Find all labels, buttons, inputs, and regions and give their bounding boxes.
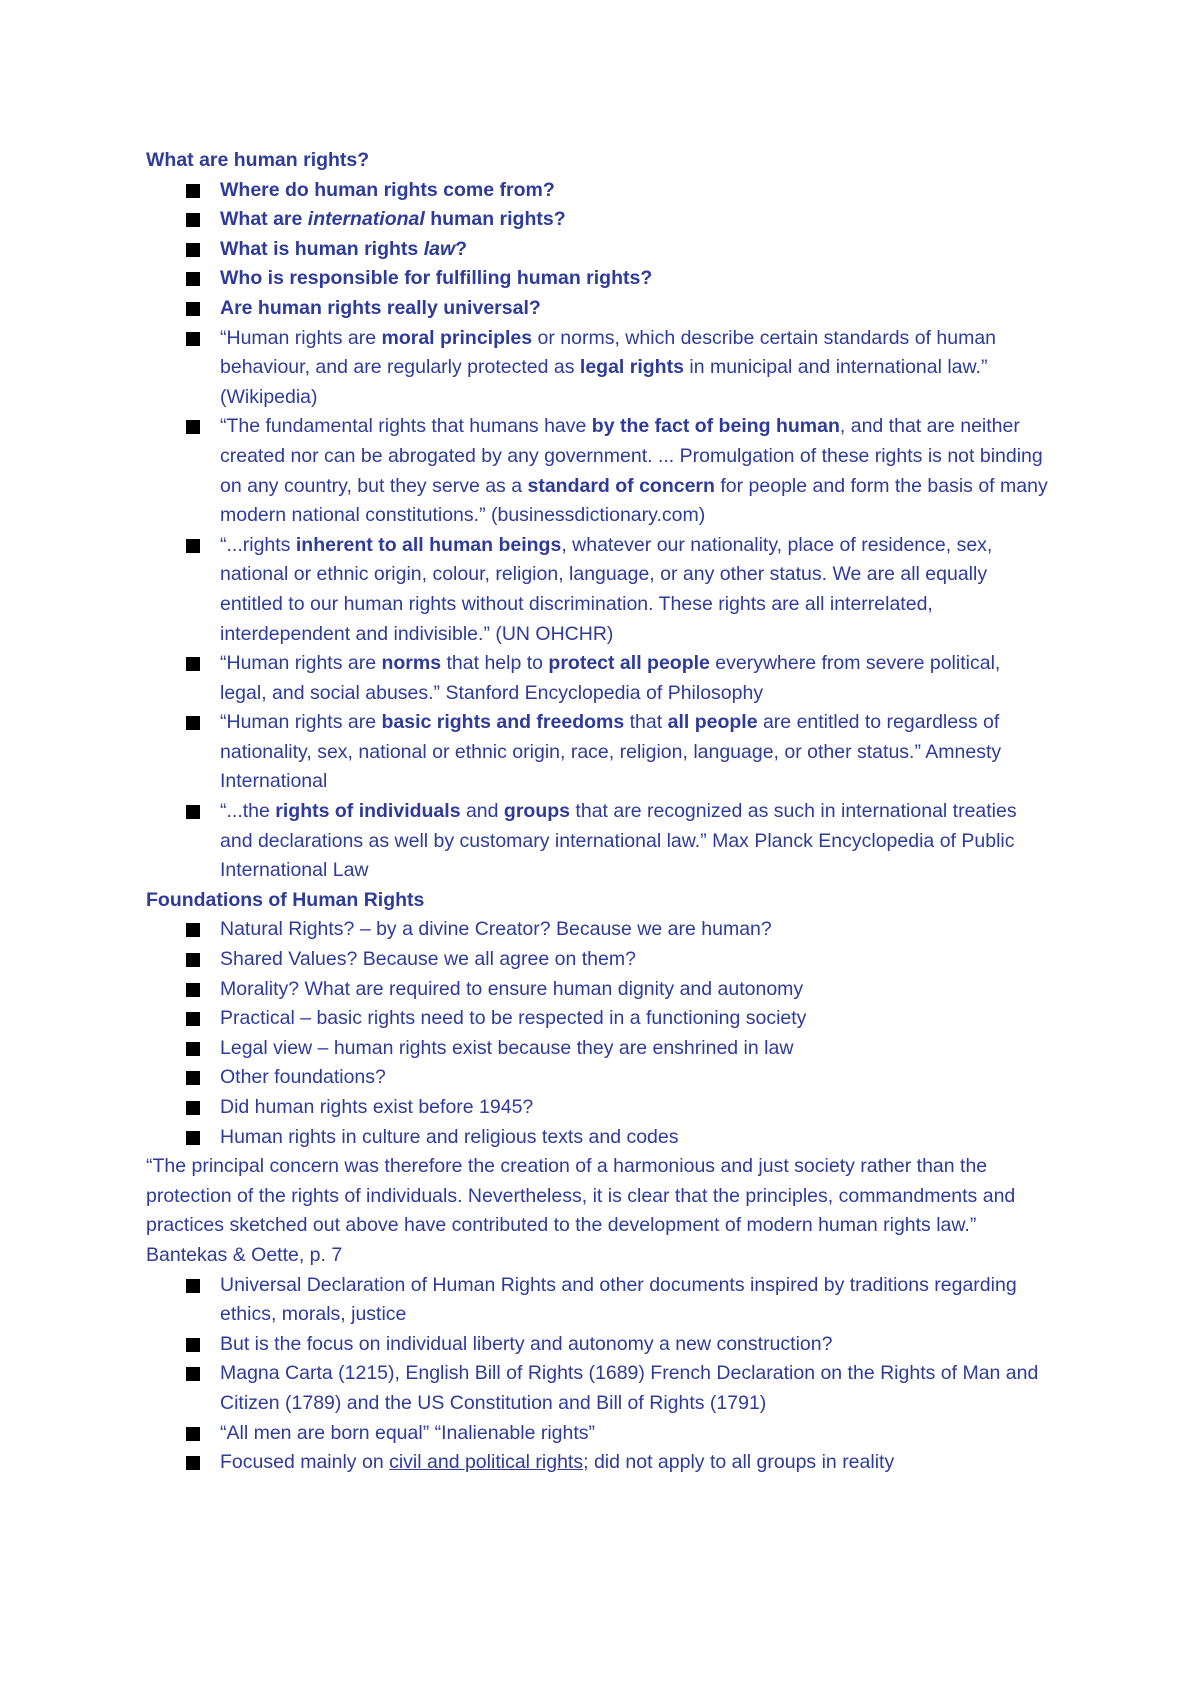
heading-foundations: Foundations of Human Rights [146, 888, 425, 911]
square-bullet-icon [186, 1338, 200, 1352]
square-bullet-icon [186, 1101, 200, 1115]
square-bullet-icon [186, 1012, 200, 1026]
square-bullet-icon [186, 1367, 200, 1381]
square-bullet-icon [186, 805, 200, 819]
square-bullet-icon [186, 1071, 200, 1085]
square-bullet-icon [186, 953, 200, 967]
foundations-list [146, 915, 1050, 1152]
list-item: What is human rights law? [146, 235, 1050, 265]
definition-quote-stanford: “Human rights are norms that help to protect all people everywhere from severe political, legal, and social abuses.” Stanford Encyclopedia of Philosophy [146, 649, 1050, 708]
definition-quote-un-ohchr: “...rights inherent to all human beings, whatever our nationality, place of residence, sex, national or ethnic origin, colour, religion, language, or any other status. We are all equally entitled to our human rights without discrimination. These rights are all interrelated, interdependent and indivisible.” (UN OHCHR) [146, 531, 1050, 649]
list-item: Morality? What are required to ensure human dignity and autonomy [146, 975, 1050, 1005]
list-item: But is the focus on individual liberty and autonomy a new construction? [146, 1330, 1050, 1360]
square-bullet-icon [186, 1131, 200, 1145]
definition-quote-amnesty: “Human rights are basic rights and freedoms that all people are entitled to regardless of nationality, sex, national or ethnic origin, race, religion, language, or other status.” Amnesty International [146, 708, 1050, 797]
list-item: Legal view – human rights exist because they are enshrined in law [146, 1034, 1050, 1064]
list-item: “All men are born equal” “Inalienable rights” [146, 1419, 1050, 1449]
square-bullet-icon [186, 1279, 200, 1293]
square-bullet-icon [186, 213, 200, 227]
list-item: Universal Declaration of Human Rights and other documents inspired by traditions regarding ethics, morals, justice [146, 1271, 1050, 1330]
square-bullet-icon [186, 1042, 200, 1056]
definition-quote-wikipedia: “Human rights are moral principles or norms, which describe certain standards of human behaviour, and are regularly protected as legal rights in municipal and international law.” (Wikipedia) [146, 324, 1050, 413]
list-item: Where do human rights come from? [146, 176, 1050, 206]
square-bullet-icon [186, 420, 200, 434]
definition-quote-max-planck: “...the rights of individuals and groups that are recognized as such in international treaties and declarations as well by customary international law.” Max Planck Encyclopedia of Public International Law [146, 797, 1050, 886]
square-bullet-icon [186, 302, 200, 316]
square-bullet-icon [186, 184, 200, 198]
square-bullet-icon [186, 923, 200, 937]
list-item: Natural Rights? – by a divine Creator? Because we are human? [146, 915, 1050, 945]
heading-what-are-human-rights: What are human rights? [146, 149, 370, 171]
square-bullet-icon [186, 983, 200, 997]
list-item: Are human rights really universal? [146, 294, 1050, 324]
historical-documents-list [146, 1271, 1050, 1478]
bantekas-oette-quote: “The principal concern was therefore the creation of a harmonious and just society rather than the protection of the rights of individuals. Nevertheless, it is clear that the principles, commandments and practices sketched out above have contributed to the development of modern human rights law.” Bantekas & Oette, p. 7 [146, 1155, 1016, 1266]
square-bullet-icon [186, 716, 200, 730]
human-rights-questions-list [146, 176, 1050, 886]
list-item: Human rights in culture and religious texts and codes [146, 1123, 1050, 1153]
list-item: Who is responsible for fulfilling human rights? [146, 264, 1050, 294]
square-bullet-icon [186, 539, 200, 553]
list-item: What are international human rights? [146, 205, 1050, 235]
square-bullet-icon [186, 657, 200, 671]
list-item: Other foundations? [146, 1063, 1050, 1093]
list-item: Magna Carta (1215), English Bill of Rights (1689) French Declaration on the Rights of Man and Citizen (1789) and the US Constitution and Bill of Rights (1791) [146, 1359, 1050, 1418]
list-item: Focused mainly on civil and political rights; did not apply to all groups in reality [146, 1448, 1050, 1478]
square-bullet-icon [186, 272, 200, 286]
definition-quote-businessdictionary: “The fundamental rights that humans have by the fact of being human, and that are neither created nor can be abrogated by any government. ... Promulgation of these rights is not binding on any country, but they serve as a standard of concern for people and form the basis of many modern national constitutions.” (businessdictionary.com) [146, 412, 1050, 530]
square-bullet-icon [186, 1427, 200, 1441]
square-bullet-icon [186, 1456, 200, 1470]
list-item: Practical – basic rights need to be respected in a functioning society [146, 1004, 1050, 1034]
square-bullet-icon [186, 332, 200, 346]
list-item: Shared Values? Because we all agree on them? [146, 945, 1050, 975]
list-item: Did human rights exist before 1945? [146, 1093, 1050, 1123]
square-bullet-icon [186, 243, 200, 257]
